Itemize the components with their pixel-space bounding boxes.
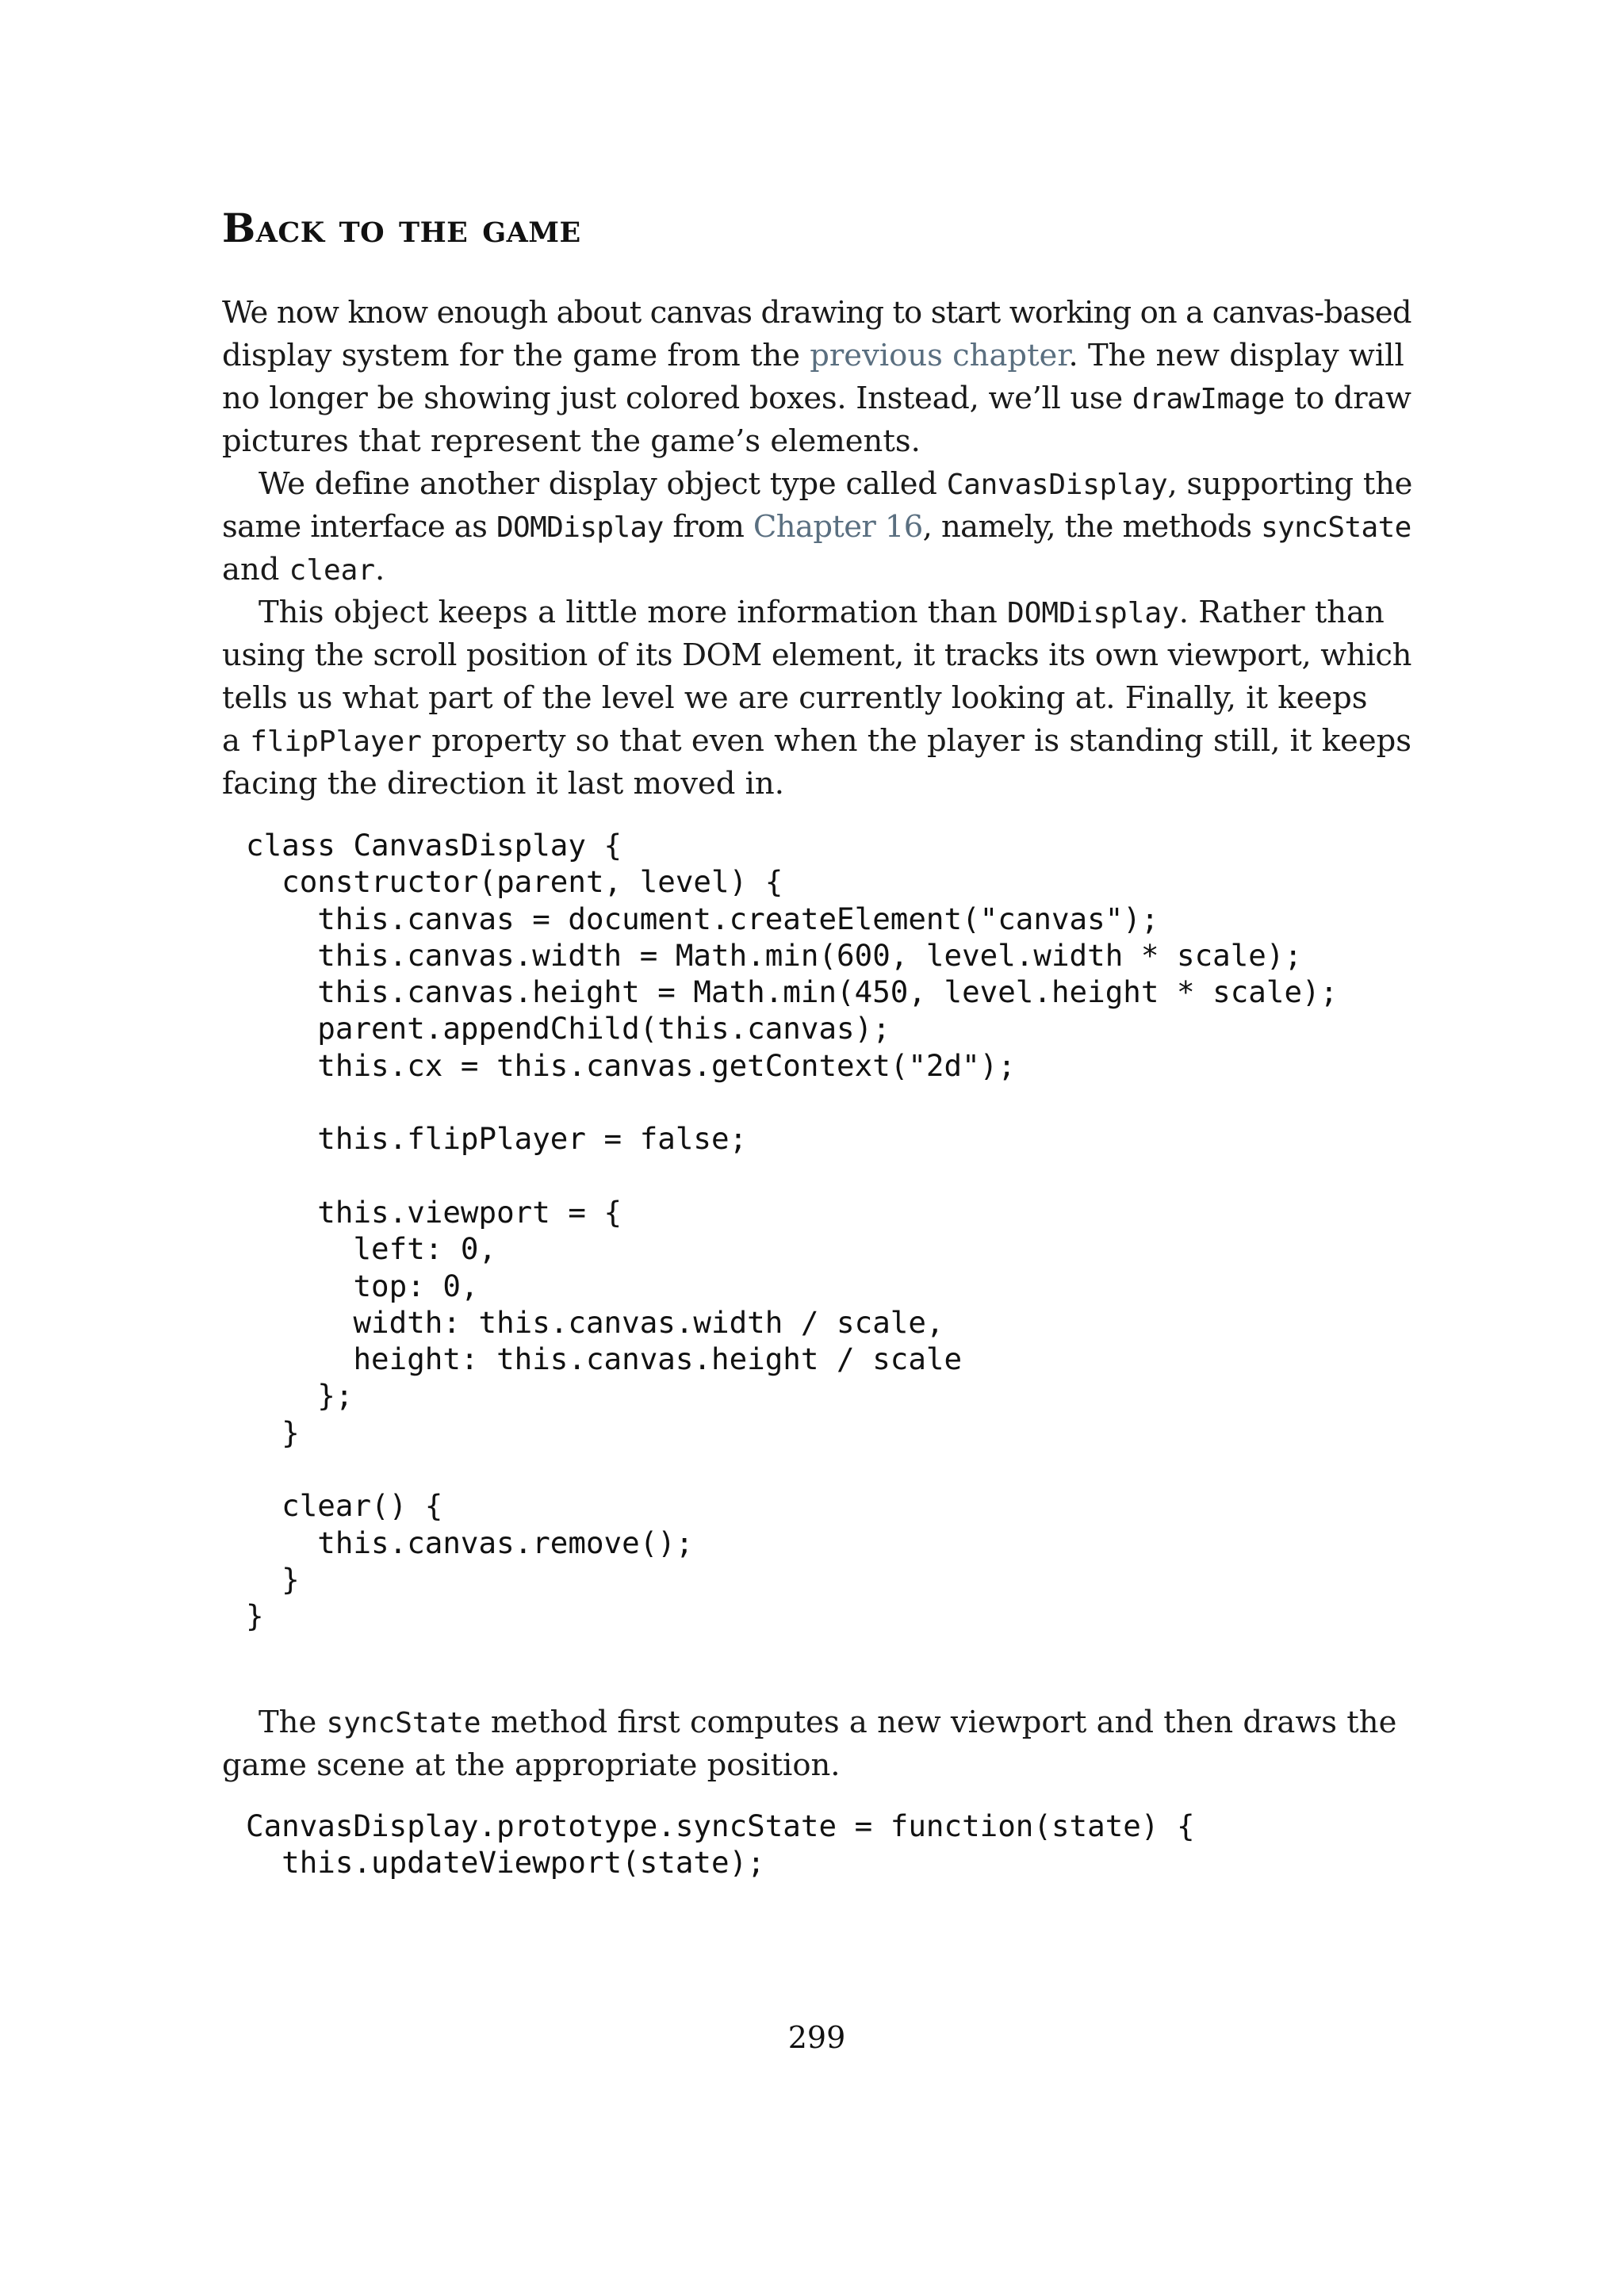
text-span: same interface as [222, 509, 496, 545]
text-span: method first computes a new viewport and then draws the [481, 1705, 1397, 1740]
text-span: display system for the game from the [222, 338, 810, 373]
text-span: This object keeps a little more information than [259, 595, 1008, 630]
text-span: . The new display will [1068, 338, 1404, 373]
inline-code: DOMDisplay [496, 511, 664, 544]
text-span: We define another display object type called [259, 466, 947, 502]
paragraph-syncstate [222, 1701, 1411, 1787]
code-block-syncstate: CanvasDisplay.prototype.syncState = function(state) { this.updateViewport(state); [246, 1808, 1195, 1881]
text-line [222, 377, 1411, 420]
text-span: to draw [1285, 381, 1411, 416]
inline-code: CanvasDisplay [946, 469, 1168, 501]
text-line: facing the direction it last moved in. [222, 766, 784, 802]
text-line [222, 463, 1411, 506]
inline-code: drawImage [1132, 383, 1285, 415]
text-line [222, 335, 1411, 377]
section-heading: Back to the game [222, 205, 581, 251]
chapter-16-link[interactable]: Chapter 16 [753, 509, 923, 545]
text-span: The [259, 1705, 327, 1740]
text-line: using the scroll position of its DOM element, it tracks its own viewport, which [222, 637, 1412, 673]
inline-code: syncState [1261, 511, 1411, 544]
text-span: no longer be showing just colored boxes. Instead, we’ll use [222, 381, 1132, 416]
text-span: . Rather than [1178, 595, 1385, 630]
text-line [222, 506, 1411, 549]
inline-code: syncState [326, 1707, 481, 1739]
previous-chapter-link[interactable]: previous chapter [810, 338, 1069, 373]
text-line [222, 1701, 1411, 1744]
paragraph-canvasdisplay [222, 463, 1411, 591]
text-span: , supporting the [1167, 466, 1413, 502]
code-block-canvasdisplay-class: class CanvasDisplay { constructor(parent, level) { this.canvas = document.createElement("canvas"); this.canvas.width = Math.min(600, level.width * scale); this.canvas.height = Math.min(450, level.height * scale); parent.appendChild(this.canvas); this.cx = this.canvas.getContext("2d"); this.flipPlayer = false; this.viewport = { left: 0, top: 0, width: this.canvas.width / scale, height: this.canvas.height / scale }; } clear() { this.canvas.remove(); } } [246, 828, 1339, 1634]
paragraph-intro [222, 292, 1411, 463]
text-line [222, 591, 1411, 634]
text-span: . [375, 552, 385, 587]
text-line: game scene at the appropriate position. [222, 1747, 841, 1783]
page-number: 299 [787, 2020, 846, 2055]
text-line [222, 549, 1411, 591]
text-span: property so that even when the player is standing still, it keeps [421, 723, 1412, 759]
text-span: a [222, 723, 251, 759]
text-span: and [222, 552, 289, 587]
inline-code: flipPlayer [250, 725, 422, 758]
text-line: tells us what part of the level we are currently looking at. Finally, it keeps [222, 680, 1368, 716]
text-line: We now know enough about canvas drawing to start working on a canvas-based [222, 295, 1411, 331]
inline-code: clear [289, 554, 376, 587]
text-span: , namely, the methods [922, 509, 1262, 545]
paragraph-viewport [222, 591, 1411, 806]
inline-code: DOMDisplay [1007, 597, 1179, 629]
text-line: pictures that represent the game’s elements. [222, 423, 921, 459]
book-page [222, 0, 1411, 2296]
text-span: from [663, 509, 753, 545]
text-line [222, 720, 1411, 763]
